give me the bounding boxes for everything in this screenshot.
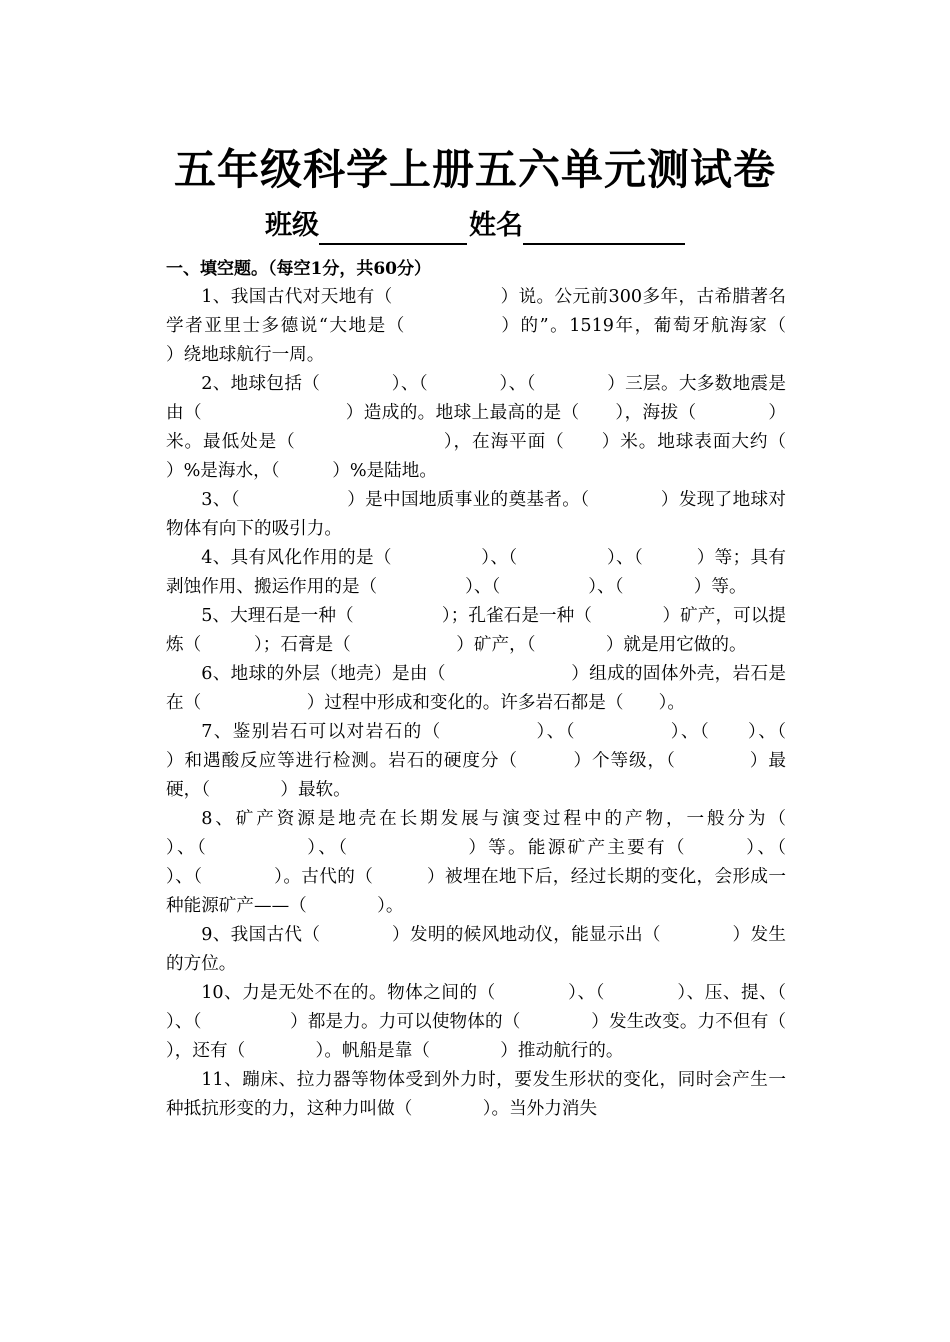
question-5: 5、大理石是一种（ ）；孔雀石是一种（ ）矿产，可以提炼（ ）；石膏是（ ）矿产，（ ）就是用它做的。 [166, 606, 786, 655]
question-2: 2、地球包括（ ）、（ ）、（ ）三层。大多数地震是由（ ）造成的。地球上最高的是（ ），海拔（ ）米。最低处是（ ），在海平面（ ）米。地球表面大约（ ）%是海水，（ ）%是陆地。 [166, 374, 839, 481]
name-blank [523, 213, 685, 245]
name-label: 姓名 [469, 210, 523, 241]
page-title: 五年级科学上册五六单元测试卷 [173, 145, 776, 194]
question-6: 6、地球的外层（地壳）是由（ ）组成的固体外壳，岩石是在（ ）过程中形成和变化的。许多岩石都是（ ）。 [166, 664, 786, 713]
question-11: 11、蹦床、拉力器等物体受到外力时，要发生形状的变化，同时会产生一种抵抗形变的力，这种力叫做（ ）。当外力消失 [166, 1070, 786, 1119]
student-info-line [0, 207, 950, 245]
question-10: 10、力是无处不在的。物体之间的（ ）、（ ）、压、提、（ ）、（ ）都是力。力可以使物体的（ ）发生改变。力不但有（ ），还有（ ）。帆船是靠（ ）推动航行的。 [166, 983, 874, 1061]
class-label: 班级 [265, 210, 319, 241]
question-3: 3、（ ）是中国地质事业的奠基者。（ ）发现了地球对物体有向下的吸引力。 [166, 490, 786, 539]
question-8: 8、矿产资源是地壳在长期发展与演变过程中的产物，一般分为（ ）、（ ）、（ ）等。能源矿产主要有（ ）、（ ）、（ ）。古代的（ ）被埋在地下后，经过长期的变化，会形成一种能源矿产——（ ）。 [166, 809, 874, 916]
class-blank [319, 213, 467, 245]
section-heading: 一、填空题。（每空1分，共60分） [166, 259, 431, 279]
question-list [166, 283, 892, 1124]
question-4: 4、具有风化作用的是（ ）、（ ）、（ ）等；具有剥蚀作用、搬运作用的是（ ）、（ ）、（ ）等。 [166, 548, 786, 597]
question-9: 9、我国古代（ ）发明的候风地动仪，能显示出（ ）发生的方位。 [166, 925, 786, 974]
question-1: 1、我国古代对天地有（ ）说。公元前300多年，古希腊著名学者亚里士多德说“大地是（ ）的”。1519年，葡萄牙航海家（ ）绕地球航行一周。 [166, 287, 892, 365]
question-7: 7、鉴别岩石可以对岩石的（ ）、（ ）、（ ）、（ ）和遇酸反应等进行检测。岩石的硬度分（ ）个等级，（ ）最硬，（ ）最软。 [166, 722, 874, 800]
